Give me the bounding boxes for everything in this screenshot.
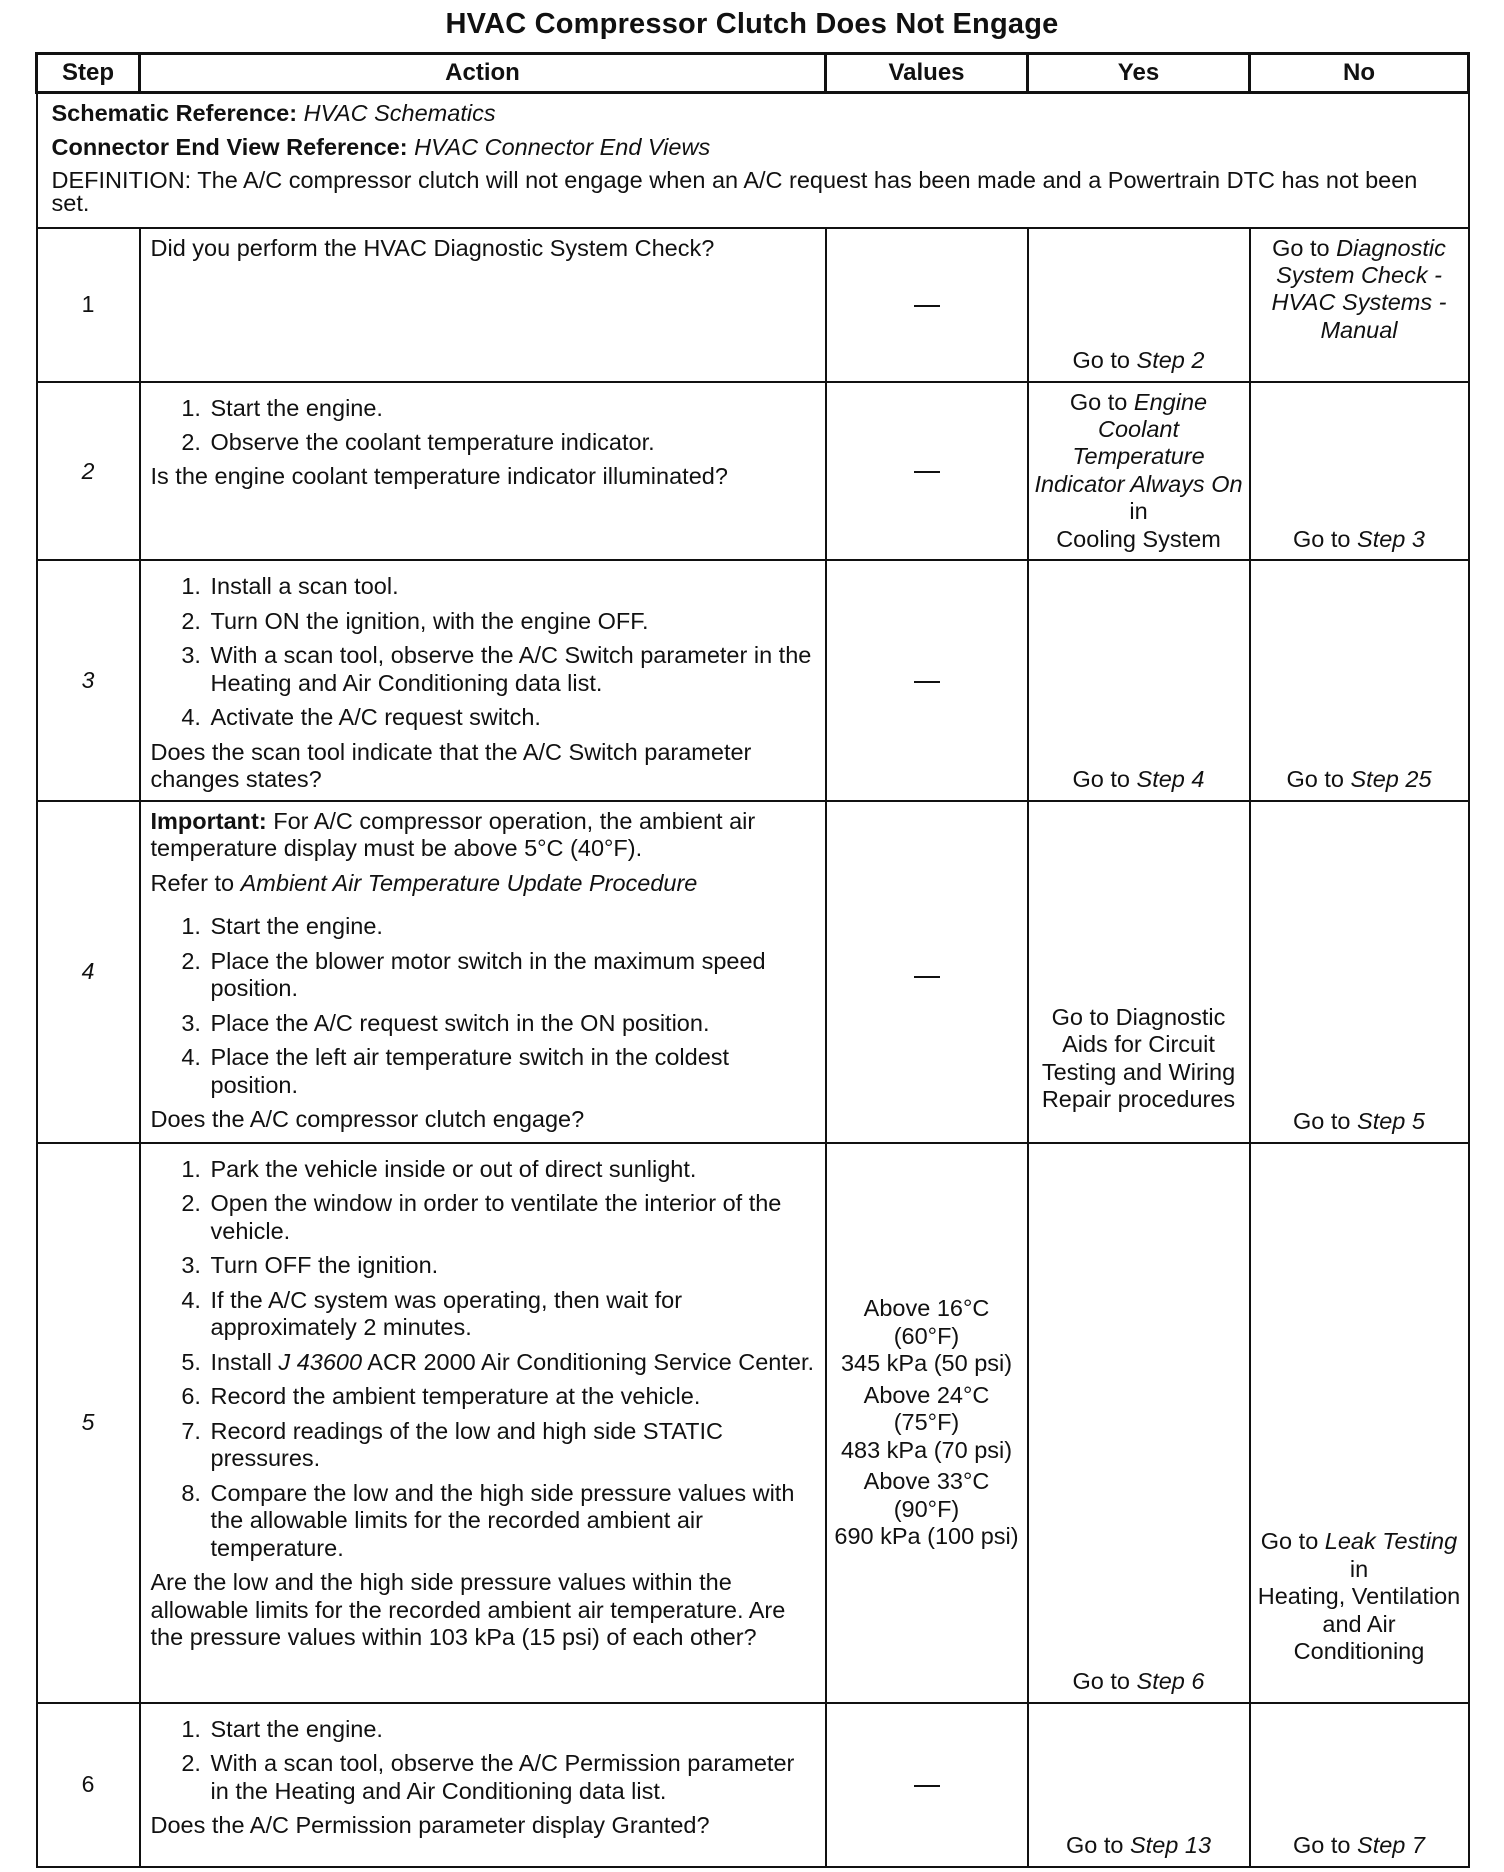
no-cell — [1250, 1703, 1469, 1867]
action-step-item: 1. Start the engine. — [208, 1716, 817, 1743]
action-step-item: 3. With a scan tool, observe the A/C Switch parameter in the Heating and Air Conditioning data list. — [208, 642, 817, 697]
reference-row — [37, 93, 1469, 228]
no-link[interactable]: Step 3 — [1357, 525, 1425, 552]
table-row — [37, 228, 1469, 382]
no-prefix: Go to — [1293, 1832, 1351, 1859]
yes-cell — [1028, 228, 1250, 382]
important-note — [151, 808, 817, 863]
dash-mark — [914, 471, 940, 473]
no-prefix: Go to — [1260, 1528, 1319, 1555]
table-row — [37, 1703, 1469, 1867]
step-number: 6 — [37, 1703, 140, 1867]
step-number: 1 — [37, 228, 140, 382]
yes-prefix: Go to — [1072, 347, 1130, 374]
diagnostic-table — [35, 52, 1470, 1868]
yes-tail: Cooling System — [1056, 525, 1221, 552]
action-step-item: 2. Observe the coolant temperature indicator. — [208, 429, 817, 456]
header-yes: Yes — [1028, 54, 1250, 93]
dash-mark — [914, 681, 940, 683]
action-step-item: 1. Start the engine. — [208, 913, 817, 940]
action-cell — [140, 560, 826, 800]
action-step-item: 4. If the A/C system was operating, then wait for approximately 2 minutes. — [208, 1287, 817, 1342]
no-cell — [1250, 382, 1469, 561]
action-cell — [140, 382, 826, 561]
step-number: 3 — [37, 560, 140, 800]
header-action: Action — [140, 54, 826, 93]
dash-mark — [914, 305, 940, 307]
no-cell — [1250, 1143, 1469, 1703]
no-prefix: Go to — [1293, 525, 1351, 552]
action-steps — [151, 913, 817, 1099]
yes-suffix: in — [1129, 498, 1148, 525]
table-header-row — [37, 54, 1469, 93]
action-step-item: 7. Record readings of the low and high side STATIC pressures. — [208, 1418, 817, 1473]
table-row — [37, 560, 1469, 800]
yes-cell — [1028, 382, 1250, 561]
value-line: 345 kPa (50 psi) — [840, 1350, 1013, 1377]
yes-link[interactable]: Step 2 — [1136, 347, 1205, 374]
yes-cell — [1028, 1703, 1250, 1867]
no-link[interactable]: Step 5 — [1357, 1108, 1425, 1135]
values-cell — [826, 1143, 1028, 1703]
action-cell — [140, 1703, 826, 1867]
action-step-item: 2. Open the window in order to ventilate the interior of the vehicle. — [208, 1190, 817, 1245]
item5-prefix: Install — [210, 1348, 272, 1375]
reference-cell — [37, 93, 1469, 228]
action-step-item: 2. Turn ON the ignition, with the engine OFF. — [208, 608, 817, 635]
action-step-item: 3. Place the A/C request switch in the ON position. — [208, 1010, 817, 1037]
no-cell — [1250, 801, 1469, 1143]
yes-prefix: Go to — [1072, 1668, 1130, 1695]
no-link[interactable]: Step 25 — [1350, 766, 1432, 793]
question-text: Are the low and the high side pressure values within the allowable limits for the recorded ambient air temperature. Are the pressure values within 103 kPa (15 psi) of each other? — [150, 1569, 786, 1651]
action-steps — [151, 573, 817, 731]
values-cell — [826, 560, 1028, 800]
action-steps — [151, 395, 817, 457]
value-line: (90°F) — [893, 1495, 960, 1522]
no-suffix: in — [1349, 1555, 1369, 1582]
yes-cell — [1028, 1143, 1250, 1703]
dash-mark — [914, 1785, 940, 1787]
yes-cell[interactable] — [1028, 801, 1250, 1143]
action-cell — [140, 1143, 826, 1703]
no-cell — [1250, 560, 1469, 800]
action-cell — [140, 801, 826, 1143]
connector-label: Connector End View Reference: — [51, 134, 408, 161]
definition-text: DEFINITION: The A/C compressor clutch will not engage when an A/C request has been made and a Powertrain DTC has not been set. — [51, 166, 1418, 217]
schematic-link[interactable]: HVAC Schematics — [303, 100, 496, 126]
connector-link[interactable]: HVAC Connector End Views — [414, 134, 711, 161]
question-text: Did you perform the HVAC Diagnostic System Check? — [150, 234, 715, 261]
step-number: 5 — [37, 1143, 140, 1703]
action-step-item: 4. Activate the A/C request switch. — [208, 704, 817, 731]
action-steps — [151, 1716, 817, 1805]
values-cell — [826, 801, 1028, 1143]
item5-suffix: ACR 2000 Air Conditioning Service Center. — [367, 1348, 815, 1375]
no-link[interactable]: Leak Testing — [1324, 1528, 1458, 1555]
no-prefix: Go to — [1286, 766, 1344, 793]
tool-link[interactable]: J 43600 — [278, 1348, 363, 1375]
question-text: Is the engine coolant temperature indicator illuminated? — [150, 463, 728, 490]
values-cell — [826, 228, 1028, 382]
action-step-item: 3. Turn OFF the ignition. — [208, 1252, 817, 1279]
yes-cell — [1028, 560, 1250, 800]
yes-link[interactable]: Go to Diagnostic Aids for Circuit Testing and Wiring Repair procedures — [1041, 1003, 1236, 1113]
yes-link[interactable]: Step 13 — [1130, 1832, 1212, 1859]
header-step: Step — [37, 54, 140, 93]
action-step-item: 2. Place the blower motor switch in the maximum speed position. — [208, 948, 817, 1003]
no-link[interactable]: Diagnostic System Check - HVAC Systems - Manual — [1271, 234, 1447, 343]
action-step-item: 1. Start the engine. — [208, 395, 817, 422]
no-prefix: Go to — [1293, 1108, 1351, 1135]
value-line: (60°F) — [893, 1322, 960, 1349]
refer-note — [151, 870, 817, 897]
yes-prefix: Go to — [1069, 388, 1128, 415]
action-steps — [151, 1156, 817, 1562]
no-tail: Heating, Ventilation and Air Conditioning — [1257, 1583, 1461, 1665]
action-step-item: 2. With a scan tool, observe the A/C Permission parameter in the Heating and Air Conditioning data list. — [208, 1750, 817, 1805]
action-step-item: 4. Place the left air temperature switch in the coldest position. — [208, 1044, 817, 1099]
values-cell — [826, 382, 1028, 561]
value-line: (75°F) — [893, 1409, 960, 1436]
schematic-label: Schematic Reference: — [51, 100, 298, 126]
action-cell — [140, 228, 826, 382]
important-text: For A/C compressor operation, the ambient air temperature display must be above 5°C (40°F). — [150, 807, 756, 862]
value-line: 483 kPa (70 psi) — [840, 1436, 1013, 1463]
refer-link[interactable]: Ambient Air Temperature Update Procedure — [240, 869, 698, 896]
table-row — [37, 382, 1469, 561]
header-values: Values — [826, 54, 1028, 93]
page-title: HVAC Compressor Clutch Does Not Engage — [445, 8, 1059, 40]
value-line: Above 16°C — [863, 1295, 990, 1322]
table-row — [37, 1143, 1469, 1703]
yes-link[interactable]: Step 4 — [1136, 766, 1205, 793]
question-text: Does the A/C Permission parameter display Granted? — [150, 1812, 710, 1839]
yes-prefix: Go to — [1065, 1832, 1124, 1859]
step-number: 4 — [37, 801, 140, 1143]
header-no: No — [1250, 54, 1469, 93]
important-label: Important: — [150, 807, 267, 834]
action-step-item — [208, 1349, 817, 1376]
no-prefix: Go to — [1272, 234, 1330, 261]
no-link[interactable]: Step 7 — [1357, 1832, 1425, 1859]
question-text: Does the scan tool indicate that the A/C Switch parameter changes states? — [150, 738, 752, 793]
table-row — [37, 801, 1469, 1143]
value-line: 690 kPa (100 psi) — [834, 1522, 1019, 1549]
value-line: Above 33°C — [863, 1468, 990, 1495]
value-line: Above 24°C — [863, 1381, 990, 1408]
step-number: 2 — [37, 382, 140, 561]
yes-link[interactable]: Step 6 — [1136, 1668, 1205, 1695]
action-step-item: 1. Park the vehicle inside or out of direct sunlight. — [208, 1156, 817, 1183]
action-step-item: 8. Compare the low and the high side pressure values with the allowable limits for the recorded ambient air temperature. — [208, 1480, 817, 1562]
dash-mark — [914, 976, 940, 978]
action-step-item: 6. Record the ambient temperature at the vehicle. — [208, 1383, 817, 1410]
action-step-item: 1. Install a scan tool. — [208, 573, 817, 600]
refer-prefix: Refer to — [150, 869, 235, 896]
yes-link[interactable]: Engine Coolant Temperature Indicator Always On — [1034, 388, 1243, 497]
no-cell — [1250, 228, 1469, 382]
question-text: Does the A/C compressor clutch engage? — [150, 1106, 585, 1133]
yes-prefix: Go to — [1072, 766, 1130, 793]
values-cell — [826, 1703, 1028, 1867]
